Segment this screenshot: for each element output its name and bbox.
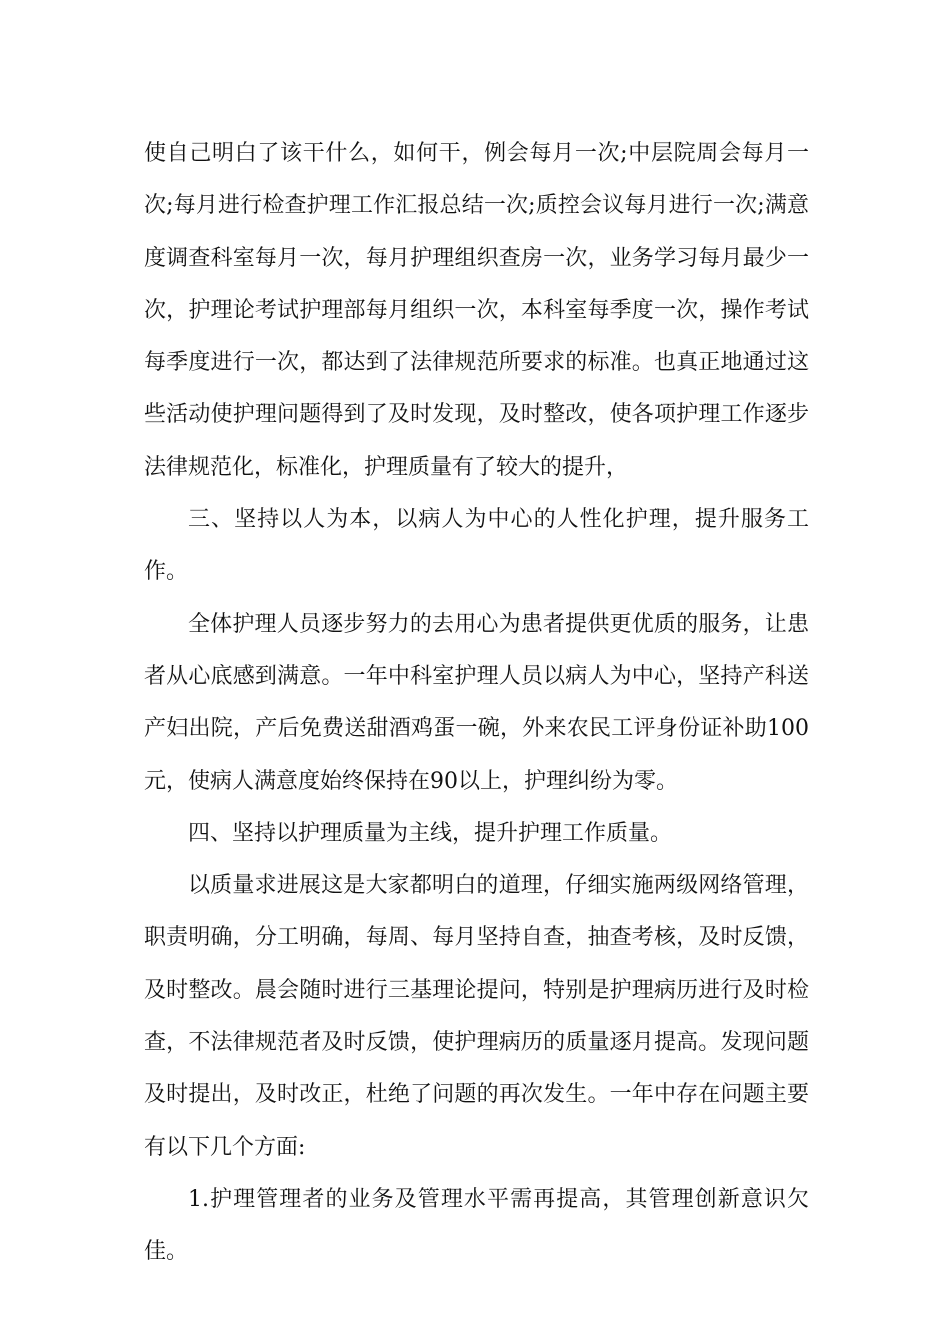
section-heading-4: 四、坚持以护理质量为主线，提升护理工作质量。 <box>188 820 673 846</box>
paragraph-quality: 以质量求进展这是大家都明白的道理，仔细实施两级网络管理，职责明确，分工明确，每周、每月坚持自查，抽查考核，及时反馈，及时整改。晨会随时进行三基理论提问，特别是护理病历进行及时检查，不法律规范者及时反馈，使护理病历的质量逐月提高。发现问题及时提出，及时改正，杜绝了问题的再次发生。一年中存在问题主要有以下几个方面: <box>144 873 809 1160</box>
document-body <box>144 128 809 1279</box>
paragraph-service: 全体护理人员逐步努力的去用心为患者提供更优质的服务，让患者从心底感到满意。一年中科室护理人员以病人为中心，坚持产科送产妇出院，产后免费送甜酒鸡蛋一碗，外来农民工评身份证补助100元，使病人满意度始终保持在90以上，护理纠纷为零。 <box>144 611 809 794</box>
section-heading-3: 三、坚持以人为本，以病人为中心的人性化护理，提升服务工作。 <box>144 507 809 585</box>
paragraph-continued: 使自己明白了该干什么，如何干，例会每月一次;中层院周会每月一次;每月进行检查护理工作汇报总结一次;质控会议每月进行一次;满意度调查科室每月一次，每月护理组织查房一次，业务学习每月最少一次，护理论考试护理部每月组织一次，本科室每季度一次，操作考试每季度进行一次，都达到了法律规范所要求的标准。也真正地通过这些活动使护理问题得到了及时发现，及时整改，使各项护理工作逐步法律规范化，标准化，护理质量有了较大的提升， <box>144 141 809 480</box>
list-item-1: 1.护理管理者的业务及管理水平需再提高，其管理创新意识欠佳。 <box>144 1186 809 1265</box>
